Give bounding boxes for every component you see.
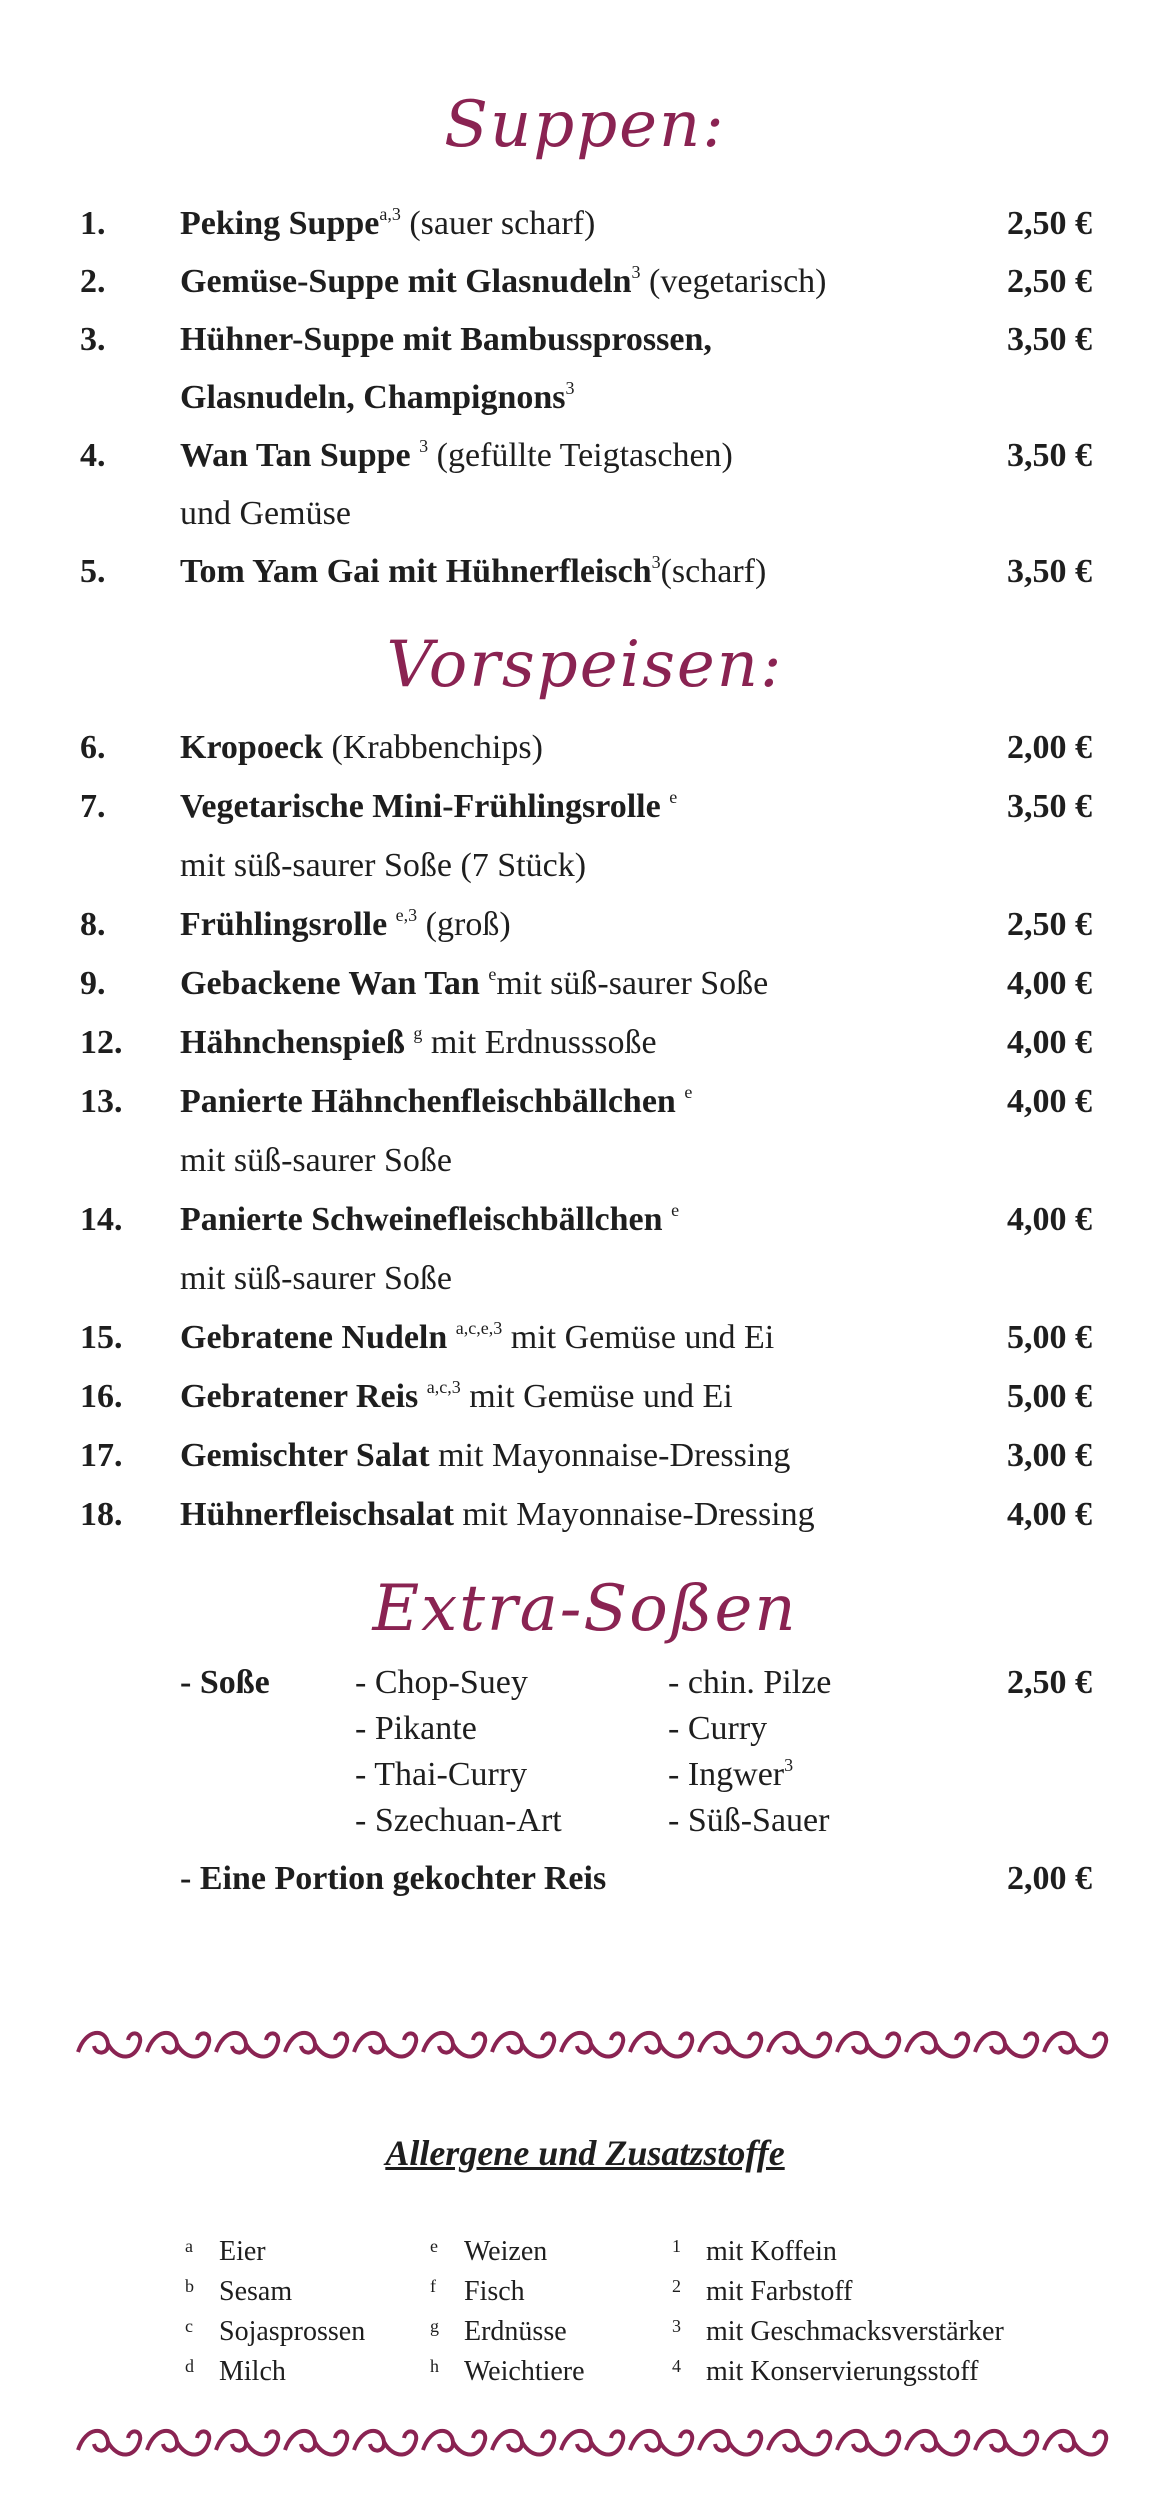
item-footnote: a,c,3 [426, 1377, 461, 1397]
ornament-motif [492, 2033, 554, 2057]
allergen-text: Sojasprossen [219, 2316, 366, 2347]
sauce-option: - Chop-Suey [355, 1664, 528, 1701]
sauce-option: - Süß-Sauer [668, 1802, 830, 1839]
item-footnote: a,3 [379, 204, 401, 224]
ornament-motif [423, 2033, 485, 2057]
menu-item-row [0, 779, 1170, 835]
menu-item-row [0, 544, 1170, 600]
menu-item-row [0, 838, 1170, 894]
item-name: Panierte Hähnchenfleischbällchen [180, 1083, 685, 1120]
allergen-key: c [185, 2316, 193, 2336]
ornament-motif [699, 2431, 761, 2455]
ornament-motif [492, 2431, 554, 2455]
item-name: Hähnchenspieß [180, 1024, 414, 1061]
item-number: 6. [80, 729, 106, 766]
item-detail: mit Erdnusssoße [422, 1024, 657, 1061]
item-footnote: g [413, 1023, 423, 1043]
item-description [180, 370, 575, 426]
item-detail: mit Gemüse und Ei [502, 1319, 775, 1356]
item-detail: (gefüllte Teigtaschen) [428, 437, 733, 474]
sauce-option-label: - Ingwer [668, 1756, 785, 1793]
sauce-option: - chin. Pilze [668, 1664, 832, 1701]
item-footnote: e [684, 1082, 693, 1102]
item-description [180, 779, 677, 835]
allergen-key: 1 [672, 2236, 681, 2256]
allergen-key: 3 [672, 2316, 681, 2336]
allergen-key: b [185, 2276, 194, 2296]
allergen-text: Erdnüsse [464, 2316, 567, 2347]
item-detail: mit süß-saurer Soße [180, 1260, 452, 1297]
item-number: 7. [80, 788, 106, 825]
starters-heading: Vorspeisen: [386, 628, 784, 702]
allergen-key: 2 [672, 2276, 681, 2296]
item-price: 3,50 € [1007, 437, 1092, 474]
item-price: 2,50 € [1007, 205, 1092, 242]
item-name: Peking Suppe [180, 205, 380, 242]
item-name: Gebratener Reis [180, 1378, 427, 1415]
item-footnote: e [671, 1200, 680, 1220]
allergen-key: a [185, 2236, 193, 2256]
item-price: 2,50 € [1007, 906, 1092, 943]
sauce-label: - Soße [180, 1664, 270, 1701]
item-description [180, 544, 766, 600]
item-detail: mit süß-saurer Soße (7 Stück) [180, 847, 587, 884]
ornament-motif [975, 2033, 1037, 2057]
sauces-heading: Extra-Soßen [372, 1572, 798, 1646]
menu-item-row [0, 956, 1170, 1012]
allergen-text: Weizen [464, 2236, 548, 2267]
rice-label: - Eine Portion gekochter Reis [180, 1860, 607, 1897]
menu-item-row [0, 1428, 1170, 1484]
allergen-entry [185, 2346, 286, 2392]
item-footnote: a,c,e,3 [455, 1318, 503, 1338]
item-price: 3,00 € [1007, 1437, 1092, 1474]
menu-item-row [0, 1310, 1170, 1366]
item-description [180, 1192, 679, 1248]
menu-item-row [0, 486, 1170, 542]
allergen-entry [672, 2346, 978, 2392]
item-footnote: 3 [419, 436, 429, 456]
menu-item-row [0, 1369, 1170, 1425]
item-description [180, 1487, 815, 1543]
item-description [180, 720, 543, 776]
sauce-option: - Thai-Curry [355, 1756, 528, 1793]
item-description [180, 1251, 452, 1307]
menu-item-row [0, 370, 1170, 426]
item-number: 14. [80, 1201, 123, 1238]
allergen-text: mit Farbstoff [706, 2276, 853, 2307]
item-description [180, 838, 586, 894]
item-detail: mit Mayonnaise-Dressing [429, 1437, 791, 1474]
menu-item-row [0, 428, 1170, 484]
item-footnote: 3 [651, 552, 661, 572]
item-price: 4,00 € [1007, 1024, 1092, 1061]
allergen-text: mit Konservierungsstoff [706, 2356, 979, 2387]
menu-item-row [0, 1133, 1170, 1189]
allergen-key: d [185, 2356, 194, 2376]
item-name: Frühlingsrolle [180, 906, 396, 943]
allergen-text: Fisch [464, 2276, 525, 2307]
menu-item-row [0, 1192, 1170, 1248]
item-name: Hühner-Suppe mit Bambussprossen, [180, 321, 712, 358]
soups-heading: Suppen: [444, 88, 726, 162]
allergen-text: mit Geschmacksverstärker [706, 2316, 1004, 2347]
allergen-text: Eier [219, 2236, 266, 2267]
ornament-motif [630, 2431, 692, 2455]
sauce-option: - Curry [668, 1710, 768, 1747]
item-description [180, 196, 595, 252]
item-name: Tom Yam Gai mit Hühnerfleisch [180, 553, 652, 590]
item-detail: mit süß-saurer Soße [496, 965, 769, 1002]
ornament-motif [837, 2431, 899, 2455]
item-detail: (groß) [417, 906, 511, 943]
item-price: 4,00 € [1007, 1201, 1092, 1238]
item-description [180, 1133, 452, 1189]
item-price: 3,50 € [1007, 321, 1092, 358]
item-price: 5,00 € [1007, 1378, 1092, 1415]
item-name: Wan Tan Suppe [180, 437, 420, 474]
item-description [180, 956, 768, 1012]
item-number: 13. [80, 1083, 123, 1120]
menu-item-row [0, 1074, 1170, 1130]
menu-item-row [0, 720, 1170, 776]
item-detail: (Krabbenchips) [322, 729, 543, 766]
item-detail: (vegetarisch) [640, 263, 827, 300]
item-number: 4. [80, 437, 106, 474]
sauce-option: - Pikante [355, 1710, 477, 1747]
item-number: 16. [80, 1378, 123, 1415]
ornament-divider-bottom [72, 2420, 1112, 2466]
item-price: 2,00 € [1007, 729, 1092, 766]
ornament-motif [630, 2033, 692, 2057]
item-name: Gebratene Nudeln [180, 1319, 456, 1356]
item-footnote: 3 [565, 378, 575, 398]
item-description [180, 897, 511, 953]
ornament-motif [78, 2431, 140, 2455]
ornament-motif [768, 2033, 830, 2057]
ornament-motif [423, 2431, 485, 2455]
item-price: 3,50 € [1007, 553, 1092, 590]
ornament-motif [975, 2431, 1037, 2455]
ornament-motif [216, 2431, 278, 2455]
allergen-key: h [430, 2356, 439, 2376]
item-name: Panierte Schweinefleischbällchen [180, 1201, 672, 1238]
item-name: Gebackene Wan Tan [180, 965, 489, 1002]
item-number: 12. [80, 1024, 123, 1061]
item-footnote: e [488, 964, 497, 984]
allergen-text: Sesam [219, 2276, 293, 2307]
item-detail: (sauer scharf) [400, 205, 596, 242]
ornament-motif [699, 2033, 761, 2057]
item-number: 2. [80, 263, 106, 300]
menu-item-row [0, 1487, 1170, 1543]
item-detail: mit Gemüse und Ei [460, 1378, 733, 1415]
item-name: Glasnudeln, Champignons [180, 379, 566, 416]
item-price: 4,00 € [1007, 1083, 1092, 1120]
item-description [180, 1015, 657, 1071]
allergen-text: Milch [219, 2356, 286, 2387]
rice-price: 2,00 € [1007, 1860, 1092, 1897]
sauce-price: 2,50 € [1007, 1664, 1092, 1701]
item-description [180, 486, 351, 542]
allergen-entry [430, 2346, 585, 2392]
item-name: Gemüse-Suppe mit Glasnudeln [180, 263, 632, 300]
item-number: 9. [80, 965, 106, 1002]
item-description [180, 1369, 733, 1425]
ornament-motif [78, 2033, 140, 2057]
ornament-motif [285, 2431, 347, 2455]
item-detail: mit süß-saurer Soße [180, 1142, 452, 1179]
allergen-text: mit Koffein [706, 2236, 837, 2267]
menu-item-row [0, 254, 1170, 310]
item-description [180, 312, 712, 368]
item-number: 5. [80, 553, 106, 590]
item-price: 3,50 € [1007, 788, 1092, 825]
item-description [180, 1074, 692, 1130]
ornament-motif [147, 2431, 209, 2455]
allergen-key: g [430, 2316, 439, 2336]
item-footnote: 3 [631, 262, 641, 282]
ornament-motif [906, 2431, 968, 2455]
menu-item-row [0, 196, 1170, 252]
item-price: 4,00 € [1007, 965, 1092, 1002]
item-price: 2,50 € [1007, 263, 1092, 300]
item-name: Vegetarische Mini-Frühlingsrolle [180, 788, 670, 825]
ornament-motif [1044, 2431, 1106, 2455]
item-description [180, 1310, 774, 1366]
ornament-motif [354, 2033, 416, 2057]
menu-item-row [0, 897, 1170, 953]
ornament-motif [147, 2033, 209, 2057]
item-number: 17. [80, 1437, 123, 1474]
ornament-motif [216, 2033, 278, 2057]
item-number: 15. [80, 1319, 123, 1356]
ornament-motif [561, 2033, 623, 2057]
item-description [180, 1428, 790, 1484]
item-description [180, 428, 733, 484]
item-number: 3. [80, 321, 106, 358]
ornament-motif [1044, 2033, 1106, 2057]
sauce-option-ingwer [668, 1752, 793, 1798]
item-footnote: e [669, 787, 678, 807]
item-detail: (scharf) [660, 553, 767, 590]
sauce-option-footnote: 3 [784, 1755, 794, 1775]
item-detail: mit Mayonnaise-Dressing [453, 1496, 815, 1533]
menu-item-row [0, 1015, 1170, 1071]
item-name: Kropoeck [180, 729, 323, 766]
ornament-motif [285, 2033, 347, 2057]
item-name: Hühnerfleischsalat [180, 1496, 454, 1533]
item-number: 1. [80, 205, 106, 242]
allergen-key: e [430, 2236, 438, 2256]
item-number: 18. [80, 1496, 123, 1533]
item-description [180, 254, 827, 310]
allergen-text: Weichtiere [464, 2356, 585, 2387]
allergen-key: 4 [672, 2356, 681, 2376]
menu-item-row [0, 312, 1170, 368]
item-price: 4,00 € [1007, 1496, 1092, 1533]
item-price: 5,00 € [1007, 1319, 1092, 1356]
allergen-key: f [430, 2276, 436, 2296]
menu-item-row [0, 1251, 1170, 1307]
allergens-title: Allergene und Zusatzstoffe [385, 2133, 785, 2173]
ornament-motif [561, 2431, 623, 2455]
ornament-motif [837, 2033, 899, 2057]
item-number: 8. [80, 906, 106, 943]
ornament-divider-top [72, 2022, 1112, 2068]
ornament-motif [768, 2431, 830, 2455]
item-name: Gemischter Salat [180, 1437, 430, 1474]
ornament-motif [354, 2431, 416, 2455]
item-detail: und Gemüse [180, 495, 351, 532]
sauce-option: - Szechuan-Art [355, 1802, 562, 1839]
ornament-motif [906, 2033, 968, 2057]
item-footnote: e,3 [395, 905, 418, 925]
